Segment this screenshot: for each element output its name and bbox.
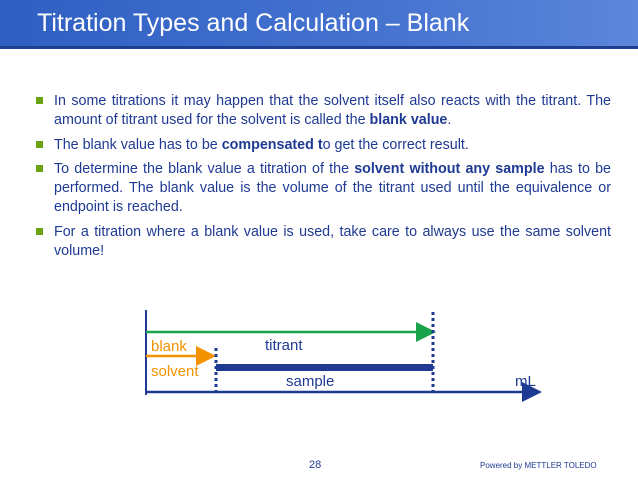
- bullet-item: [36, 223, 611, 262]
- bullet-text: [54, 161, 611, 216]
- bullet-square-icon: [36, 165, 43, 172]
- page-number: 28: [309, 459, 322, 471]
- sample-bar: [216, 364, 433, 371]
- slide-title: Titration Types and Calculation – Blank: [37, 9, 470, 37]
- bullet-text-bold: blank value: [369, 112, 448, 129]
- footer-brand: Powered by METTLER TOLEDO: [480, 461, 597, 470]
- bullet-square-icon: [36, 141, 43, 148]
- title-bar: [0, 0, 638, 49]
- bullet-text-run: For a titration where a blank value is used, take care to always use the same solvent volume!: [54, 223, 611, 260]
- bullet-square-icon: [36, 228, 43, 235]
- bullet-list: [36, 92, 611, 266]
- bullet-text-run: The blank value has to be: [54, 136, 222, 153]
- blank-label: blank: [151, 338, 187, 355]
- solvent-label: solvent: [151, 363, 199, 380]
- bullet-item: [36, 160, 611, 218]
- bullet-text-run: To determine the blank value a titration of the: [54, 160, 355, 177]
- bullet-text-run: has to be performed. The blank value is the volume of the titrant used until the equivalence or endpoint is reached.: [54, 160, 611, 216]
- bullet-text-bold: solvent without any sample: [354, 160, 545, 177]
- titrant-label: titrant: [265, 337, 303, 354]
- bullet-text-run: .: [447, 112, 452, 129]
- bullet-text: [54, 137, 469, 153]
- bullet-item: [36, 92, 611, 131]
- sample-label: sample: [286, 373, 335, 390]
- bullet-square-icon: [36, 97, 43, 104]
- axis-unit-label: mL: [515, 373, 536, 390]
- bullet-text-run: o get the correct result.: [322, 136, 469, 153]
- bullet-text: [54, 224, 611, 259]
- bullet-item: [36, 136, 611, 155]
- bullet-text-bold: compensated t: [221, 136, 323, 153]
- blank-titration-diagram: [135, 300, 555, 410]
- bullet-text-run: In some titrations it may happen that the solvent itself also reacts with the titrant. The amount of titrant used for the solvent is called the: [54, 93, 611, 129]
- bullet-text: [54, 93, 611, 128]
